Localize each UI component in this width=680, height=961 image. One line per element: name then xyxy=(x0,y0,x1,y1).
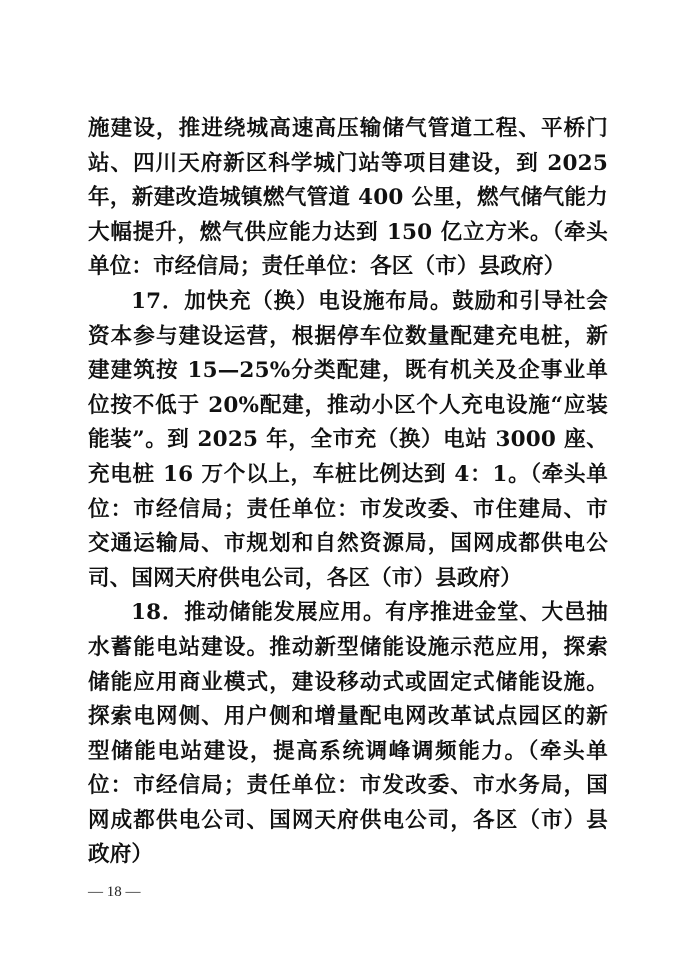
page-number: — 18 — xyxy=(88,884,141,900)
document-body xyxy=(88,112,608,873)
paragraph-18: 18．推动储能发展应用。有序推进金堂、大邑抽水蓄能电站建设。推动新型储能设施示范应用，探索储能应用商业模式，建设移动式或固定式储能设施。探索电网侧、用户侧和增量配电网改革试点园区的新型储能电站建设，提高系统调峰调频能力。（牵头单位：市经信局；责任单位：市发改委、市水务局，国网成都供电公司、国网天府供电公司，各区（市）县政府） xyxy=(88,600,608,868)
paragraph-17: 17．加快充（换）电设施布局。鼓励和引导社会资本参与建设运营，根据停车位数量配建充电桩，新建建筑按 15—25%分类配建，既有机关及企事业单位按不低于 20%配建，推动小区个人充电设施“应装能装”。到 2025 年，全市充（换）电站 3000 座、充电桩 16 万个以上，车桩比例达到 4：1。（牵头单位：市经信局；责任单位：市发改委、市住建局、市交通运输局、市规划和自然资源局，国网成都供电公司、国网天府供电公司，各区（市）县政府） xyxy=(88,288,608,591)
paragraph-16-continued: 施建设，推进绕城高速高压输储气管道工程、平桥门站、四川天府新区科学城门站等项目建设，到 2025 年，新建改造城镇燃气管道 400 公里，燃气储气能力大幅提升，燃气供应能力达到 150 亿立方米。（牵头单位：市经信局；责任单位：各区（市）县政府） xyxy=(88,116,608,280)
